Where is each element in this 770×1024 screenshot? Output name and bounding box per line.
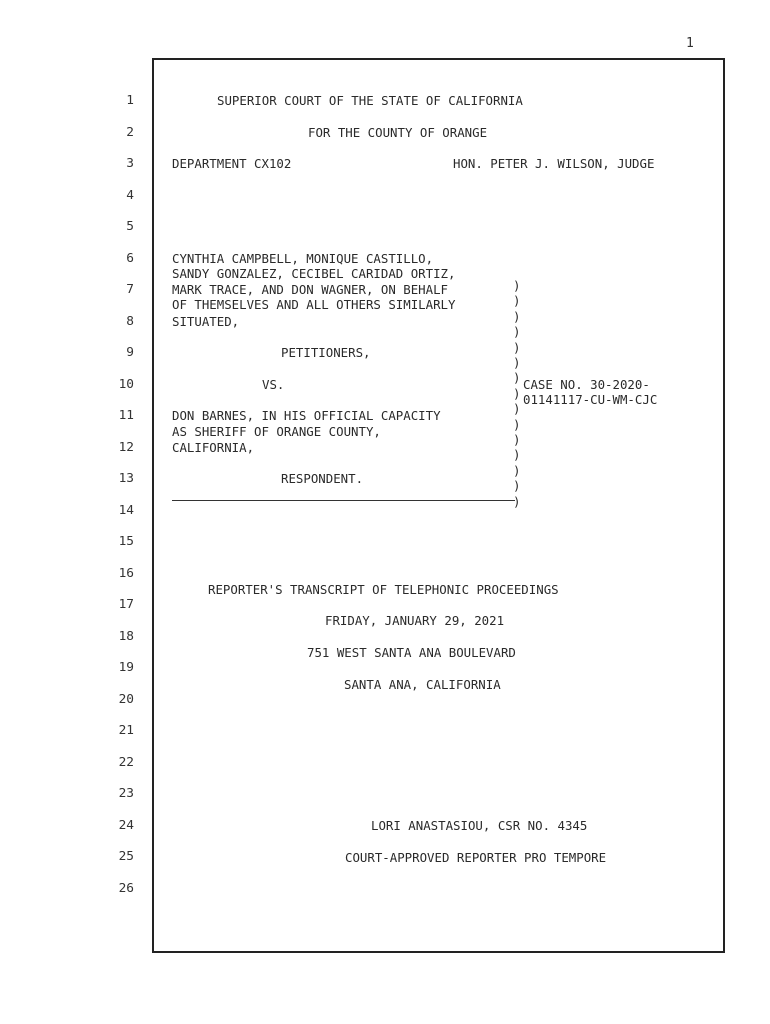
case-number-continued: 01141117-CU-WM-CJC xyxy=(523,392,658,407)
caption-underline xyxy=(172,500,515,501)
line-number: 3 xyxy=(126,156,134,171)
line-number: 9 xyxy=(126,345,134,360)
line-number: 25 xyxy=(118,849,134,864)
line-number: 6 xyxy=(126,251,134,266)
line-number: 16 xyxy=(118,566,134,581)
line-number: 12 xyxy=(118,440,134,455)
line-number: 15 xyxy=(118,534,134,549)
department: DEPARTMENT CX102 xyxy=(172,156,292,171)
line-number: 24 xyxy=(118,818,134,833)
court-name: SUPERIOR COURT OF THE STATE OF CALIFORNIA xyxy=(217,93,523,108)
line-number: 2 xyxy=(126,125,134,140)
petitioners-label: PETITIONERS, xyxy=(281,345,371,360)
line-number: 5 xyxy=(126,219,134,234)
transcript-title: REPORTER'S TRANSCRIPT OF TELEPHONIC PROCEEDINGS xyxy=(208,582,559,597)
respondent-line: DON BARNES, IN HIS OFFICIAL CAPACITY xyxy=(172,408,441,423)
page-number: 1 xyxy=(686,36,694,51)
line-number: 10 xyxy=(118,377,134,392)
line-number: 13 xyxy=(118,471,134,486)
petitioners-line: SANDY GONZALEZ, CECIBEL CARIDAD ORTIZ, xyxy=(172,266,456,281)
line-number: 19 xyxy=(118,660,134,675)
petitioners-line: SITUATED, xyxy=(172,314,240,329)
petitioners-line: MARK TRACE, AND DON WAGNER, ON BEHALF xyxy=(172,282,449,297)
line-number: 7 xyxy=(126,282,134,297)
line-number: 17 xyxy=(118,597,134,612)
line-number: 1 xyxy=(126,93,134,108)
respondent-label: RESPONDENT. xyxy=(281,471,364,486)
hearing-date: FRIDAY, JANUARY 29, 2021 xyxy=(325,613,505,628)
line-number: 20 xyxy=(118,692,134,707)
county-name: FOR THE COUNTY OF ORANGE xyxy=(308,125,488,140)
petitioners-line: OF THEMSELVES AND ALL OTHERS SIMILARLY xyxy=(172,297,456,312)
judge-name: HON. PETER J. WILSON, JUDGE xyxy=(453,156,655,171)
line-number: 18 xyxy=(118,629,134,644)
petitioners-line: CYNTHIA CAMPBELL, MONIQUE CASTILLO, xyxy=(172,251,434,266)
line-number: 22 xyxy=(118,755,134,770)
versus: VS. xyxy=(262,377,285,392)
reporter-role: COURT-APPROVED REPORTER PRO TEMPORE xyxy=(345,850,607,865)
court-address: 751 WEST SANTA ANA BOULEVARD xyxy=(307,645,516,660)
line-number: 8 xyxy=(126,314,134,329)
caption-parentheses: ) ) ) ) ) ) ) ) ) ) ) ) ) ) ) xyxy=(513,278,521,509)
line-number: 21 xyxy=(118,723,134,738)
respondent-line: AS SHERIFF OF ORANGE COUNTY, xyxy=(172,424,381,439)
line-number: 4 xyxy=(126,188,134,203)
line-number: 11 xyxy=(118,408,134,423)
reporter-name: LORI ANASTASIOU, CSR NO. 4345 xyxy=(371,818,588,833)
respondent-line: CALIFORNIA, xyxy=(172,440,255,455)
line-number: 23 xyxy=(118,786,134,801)
line-number: 26 xyxy=(118,881,134,896)
court-city: SANTA ANA, CALIFORNIA xyxy=(344,677,501,692)
line-number: 14 xyxy=(118,503,134,518)
case-number: CASE NO. 30-2020- xyxy=(523,377,650,392)
